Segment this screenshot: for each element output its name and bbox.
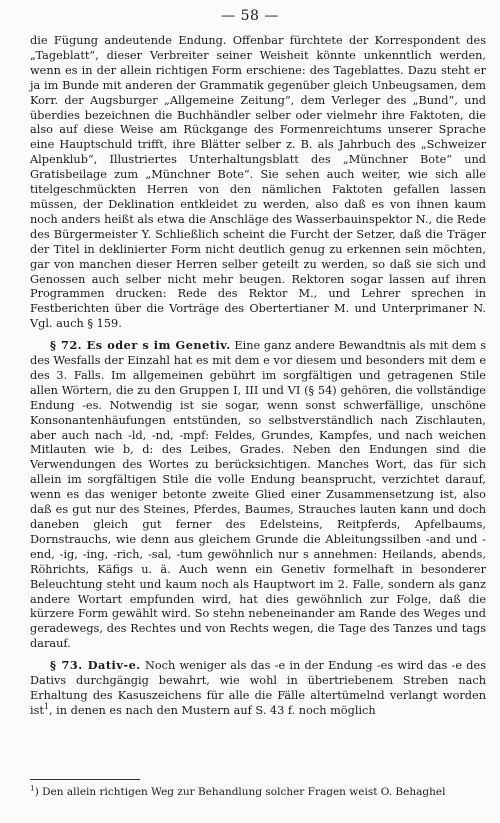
section-72-body: Eine ganz andere Bewandtnis als mit dem s des Wesfalls der Einzahl hat es mit dem e vor diesem und besonders mit dem e des 3. Falls. Im allgemeinen gebührt im sorgfältigen und getragenen Stile allen Wörtern, die zu den Gruppen I, III und VI (§ 54) gehören, die vollständige Endung -es. Notwendig ist sie sogar, wenn sonst schwerfällige, unschöne Konsonantenhäufungen entstünden, so selbstverständlich nach Zischlauten, aber auch nach -ld, -nd, -mpf: Feldes, Grundes, Kampfes, und nach weichen Mitlauten wie b, d: des Leibes, Grades. Neben den Endungen sind die Verwendungen des Wortes zu berücksichtigen. Manches Wort, das für sich allein im sorgfältigen Stile die volle Endung beansprucht, verzichtet darauf, wenn es das weniger betonte zweite Glied einer Zusammensetzung ist, also daß es gut nur des Steines, Pferdes, Baumes, Strauches lauten kann und doch daneben gleich gut ferner des Edelsteins, Reitpferds, Apfelbaums, Dornstrauchs, wie denn aus gleichem Grunde die Ableitungssilben -and und -end, -ig, -ing, -rich, -sal, -tum gewöhnlich nur s annehmen: Heilands, abends, Röhrichts, Käfigs u. ä. Auch wenn ein Genetiv formelhaft in besonderer Beleuchtung steht und kaum noch als Hauptwort im 2. Falle, sondern als ganz andere Wortart empfunden wird, hat dies gewöhnlich zur Folge, daß die kürzere Form gewählt wird. So stehn nebeneinander am Rande des Weges und geradewegs, des Rechtes und von Rechts wegen, die Tage des Tanzes und tags darauf. — [30, 339, 486, 651]
footnote-text: ) Den allein richtigen Weg zur Behandlung solcher Fragen weist O. Behaghel — [34, 786, 446, 798]
section-heading-72: § 72. Es oder s im Genetiv. — [50, 338, 231, 353]
paragraph-titles-declension: die Fügung andeutende Endung. Offenbar fürchtete der Korrespondent des „Tageblatt“, dieser Verbreiter seiner Weisheit könnte unkenntlich werden, wenn es in der allein richtigen Form erschiene: des Tageblattes. Dazu steht er ja im Bunde mit anderen der Grammatik gegenüber gleich Unbeugsamen, dem Korr. der Augsburger „Allgemeine Zeitung“, dem Verleger des „Bund“, und überdies bezeichnen die Buchhändler selber oder vielmehr ihre Faktoten, die also auf diese Weise am Rückgange des Formenreichtums unserer Sprache eine Hauptschuld trifft, ihre Blätter selber z. B. als Jahrbuch des „Schweizer Alpenklub“, Illustriertes Unterhaltungsblatt des „Münchner Bote“ und Gratisbeilage zum „Münchner Bote“. Sie sehen auch weiter, wie sich alle titelgeschmückten Herren von den nämlichen Faktoten gefallen lassen müssen, der Deklination entkleidet zu werden, also daß es von ihnen kaum noch anders heißt als etwa die Anschläge des Wasserbauinspektor N., die Rede des Bürgermeister Y. Schließlich scheint die Furcht der Setzer, daß die Träger der Titel in deklinierter Form nicht deutlich genug zu erkennen sein möchten, gar von manchen dieser Herren selber geteilt zu werden, so daß sie sich und Genossen auch selber nicht mehr beugen. Rektoren sogar lassen auf ihren Programmen drucken: Rede des Rektor M., und Lehrer sprechen in Festberichten über die Vorträge des Obertertianer M. und Unterprimaner N. Vgl. auch § 159. — [30, 34, 486, 331]
paragraph-section-72 — [30, 338, 486, 652]
section-73-body-end: , in denen es nach den Mustern auf S. 43 f. noch möglich — [48, 703, 376, 717]
section-heading-73: § 73. Dativ-e. — [50, 658, 141, 673]
section-73-body: Noch weniger als das -e in der Endung -es wird das -e des Dativs durchgängig bewahrt, wie wohl in übertriebenem Streben nach Erhaltung des Kasuszeichens für alle die Fälle altertümelnd verlangt worden ist — [30, 659, 486, 717]
footnote — [30, 783, 486, 799]
page-body — [30, 34, 486, 719]
footnote-divider — [30, 779, 140, 780]
footnote-reference: 1 — [43, 702, 49, 712]
paragraph-section-73 — [30, 658, 486, 719]
page-number: — 58 — — [221, 8, 279, 24]
footnote-marker: 1 — [30, 783, 35, 793]
